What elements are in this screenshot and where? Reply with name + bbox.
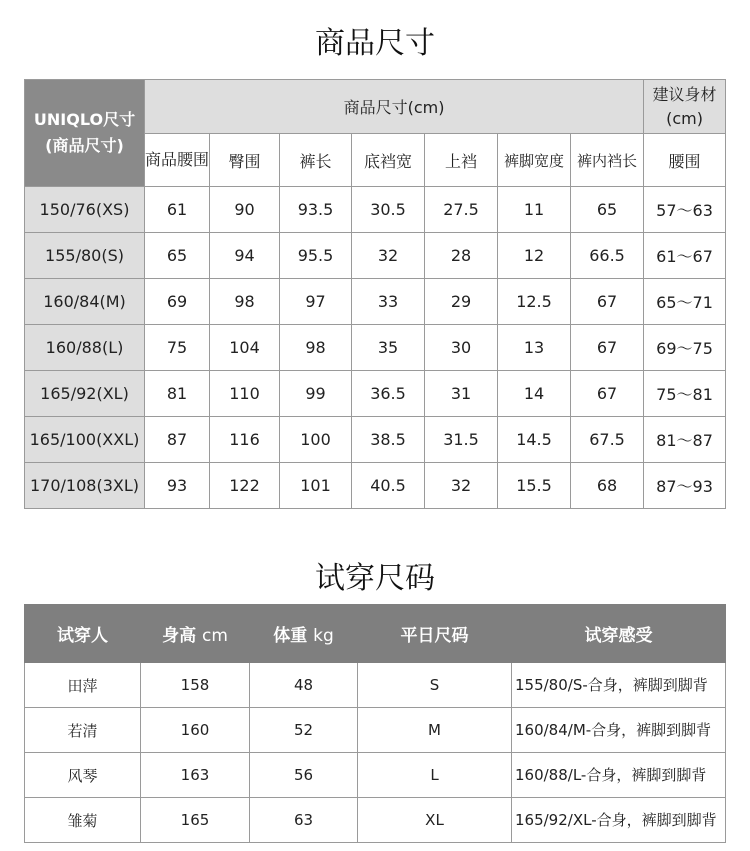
table-cell: 35	[352, 325, 425, 371]
body-header-line-2: (cm)	[666, 108, 703, 128]
column-header: 底裆宽	[352, 134, 425, 187]
size-cell: M	[358, 708, 512, 753]
size-cell: S	[358, 663, 512, 708]
table-row	[25, 463, 726, 509]
tryon-section-title: 试穿尺码	[315, 561, 435, 596]
feel-cell: 165/92/XL-合身，裤脚到脚背	[512, 798, 726, 843]
height-cell: 163	[141, 753, 250, 798]
size-label: 160/88(L)	[25, 325, 145, 371]
height-cell: 158	[141, 663, 250, 708]
table-cell: 81	[145, 371, 210, 417]
weight-unit: kg	[313, 626, 334, 646]
table-cell: 30	[425, 325, 498, 371]
product-size-group-header: 商品尺寸(cm)	[145, 80, 644, 134]
table-cell: 98	[280, 325, 352, 371]
weight-cell: 48	[250, 663, 358, 708]
column-header-person: 试穿人	[25, 605, 141, 663]
feel-cell: 160/88/L-合身，裤脚到脚背	[512, 753, 726, 798]
column-header-feel: 试穿感受	[512, 605, 726, 663]
table-cell: 100	[280, 417, 352, 463]
table-cell: 93	[145, 463, 210, 509]
table-row	[25, 233, 726, 279]
table-cell: 122	[210, 463, 280, 509]
table-cell: 67	[571, 279, 644, 325]
table-row	[25, 187, 726, 233]
table-cell: 95.5	[280, 233, 352, 279]
table-cell: 69～75	[644, 325, 726, 371]
table-cell: 99	[280, 371, 352, 417]
size-corner-header	[25, 80, 145, 187]
table-cell: 75～81	[644, 371, 726, 417]
table-cell: 12.5	[498, 279, 571, 325]
person-cell: 雏菊	[25, 798, 141, 843]
table-cell: 65～71	[644, 279, 726, 325]
table-cell: 36.5	[352, 371, 425, 417]
person-cell: 风琴	[25, 753, 141, 798]
column-header: 裤长	[280, 134, 352, 187]
table-cell: 28	[425, 233, 498, 279]
table-row	[25, 371, 726, 417]
column-header-height	[141, 605, 250, 663]
table-cell: 30.5	[352, 187, 425, 233]
size-cell: XL	[358, 798, 512, 843]
table-cell: 13	[498, 325, 571, 371]
feel-cell: 160/84/M-合身，裤脚到脚背	[512, 708, 726, 753]
body-size-group-header	[644, 80, 726, 134]
table-cell: 87～93	[644, 463, 726, 509]
table-row	[25, 708, 726, 753]
table-cell: 93.5	[280, 187, 352, 233]
table-cell: 12	[498, 233, 571, 279]
column-header: 商品腰围	[145, 134, 210, 187]
table-cell: 32	[352, 233, 425, 279]
table-cell: 38.5	[352, 417, 425, 463]
table-cell: 14.5	[498, 417, 571, 463]
size-label: 160/84(M)	[25, 279, 145, 325]
size-label: 165/92(XL)	[25, 371, 145, 417]
table-cell: 75	[145, 325, 210, 371]
column-header: 上裆	[425, 134, 498, 187]
table-row	[25, 753, 726, 798]
table-cell: 15.5	[498, 463, 571, 509]
table-cell: 57～63	[644, 187, 726, 233]
person-cell: 若清	[25, 708, 141, 753]
table-cell: 69	[145, 279, 210, 325]
body-header-line-1: 建议身材	[652, 84, 717, 104]
table-cell: 94	[210, 233, 280, 279]
table-cell: 14	[498, 371, 571, 417]
table-cell: 97	[280, 279, 352, 325]
column-header: 臀围	[210, 134, 280, 187]
height-cell: 160	[141, 708, 250, 753]
column-header: 腰围	[644, 134, 726, 187]
size-table	[24, 79, 726, 509]
column-header-size: 平日尺码	[358, 605, 512, 663]
table-cell: 31.5	[425, 417, 498, 463]
table-cell: 98	[210, 279, 280, 325]
size-label: 170/108(3XL)	[25, 463, 145, 509]
height-cell: 165	[141, 798, 250, 843]
column-header: 裤脚宽度	[498, 134, 571, 187]
table-cell: 27.5	[425, 187, 498, 233]
table-cell: 11	[498, 187, 571, 233]
table-cell: 68	[571, 463, 644, 509]
column-header-weight	[250, 605, 358, 663]
table-cell: 116	[210, 417, 280, 463]
column-header: 裤内裆长	[571, 134, 644, 187]
table-cell: 110	[210, 371, 280, 417]
table-cell: 32	[425, 463, 498, 509]
weight-cell: 56	[250, 753, 358, 798]
size-label: 155/80(S)	[25, 233, 145, 279]
corner-label-2: (商品尺寸)	[45, 136, 124, 155]
weight-label: 体重	[273, 626, 308, 646]
size-cell: L	[358, 753, 512, 798]
height-label: 身高	[162, 626, 197, 646]
height-unit: cm	[202, 626, 228, 646]
table-cell: 101	[280, 463, 352, 509]
table-cell: 67	[571, 371, 644, 417]
table-cell: 33	[352, 279, 425, 325]
table-cell: 67.5	[571, 417, 644, 463]
table-cell: 66.5	[571, 233, 644, 279]
table-cell: 65	[145, 233, 210, 279]
table-cell: 90	[210, 187, 280, 233]
size-section-title: 商品尺寸	[315, 26, 435, 61]
table-cell: 65	[571, 187, 644, 233]
table-cell: 104	[210, 325, 280, 371]
table-row	[25, 798, 726, 843]
size-label: 165/100(XXL)	[25, 417, 145, 463]
table-cell: 87	[145, 417, 210, 463]
weight-cell: 63	[250, 798, 358, 843]
tryon-table	[24, 604, 726, 843]
table-cell: 61～67	[644, 233, 726, 279]
table-cell: 29	[425, 279, 498, 325]
table-cell: 81～87	[644, 417, 726, 463]
table-cell: 31	[425, 371, 498, 417]
size-label: 150/76(XS)	[25, 187, 145, 233]
corner-label-1: UNIQLO尺寸	[33, 110, 136, 129]
table-row	[25, 325, 726, 371]
table-row	[25, 663, 726, 708]
table-row	[25, 417, 726, 463]
table-cell: 61	[145, 187, 210, 233]
table-row	[25, 279, 726, 325]
table-cell: 67	[571, 325, 644, 371]
person-cell: 田萍	[25, 663, 141, 708]
feel-cell: 155/80/S-合身，裤脚到脚背	[512, 663, 726, 708]
weight-cell: 52	[250, 708, 358, 753]
table-cell: 40.5	[352, 463, 425, 509]
